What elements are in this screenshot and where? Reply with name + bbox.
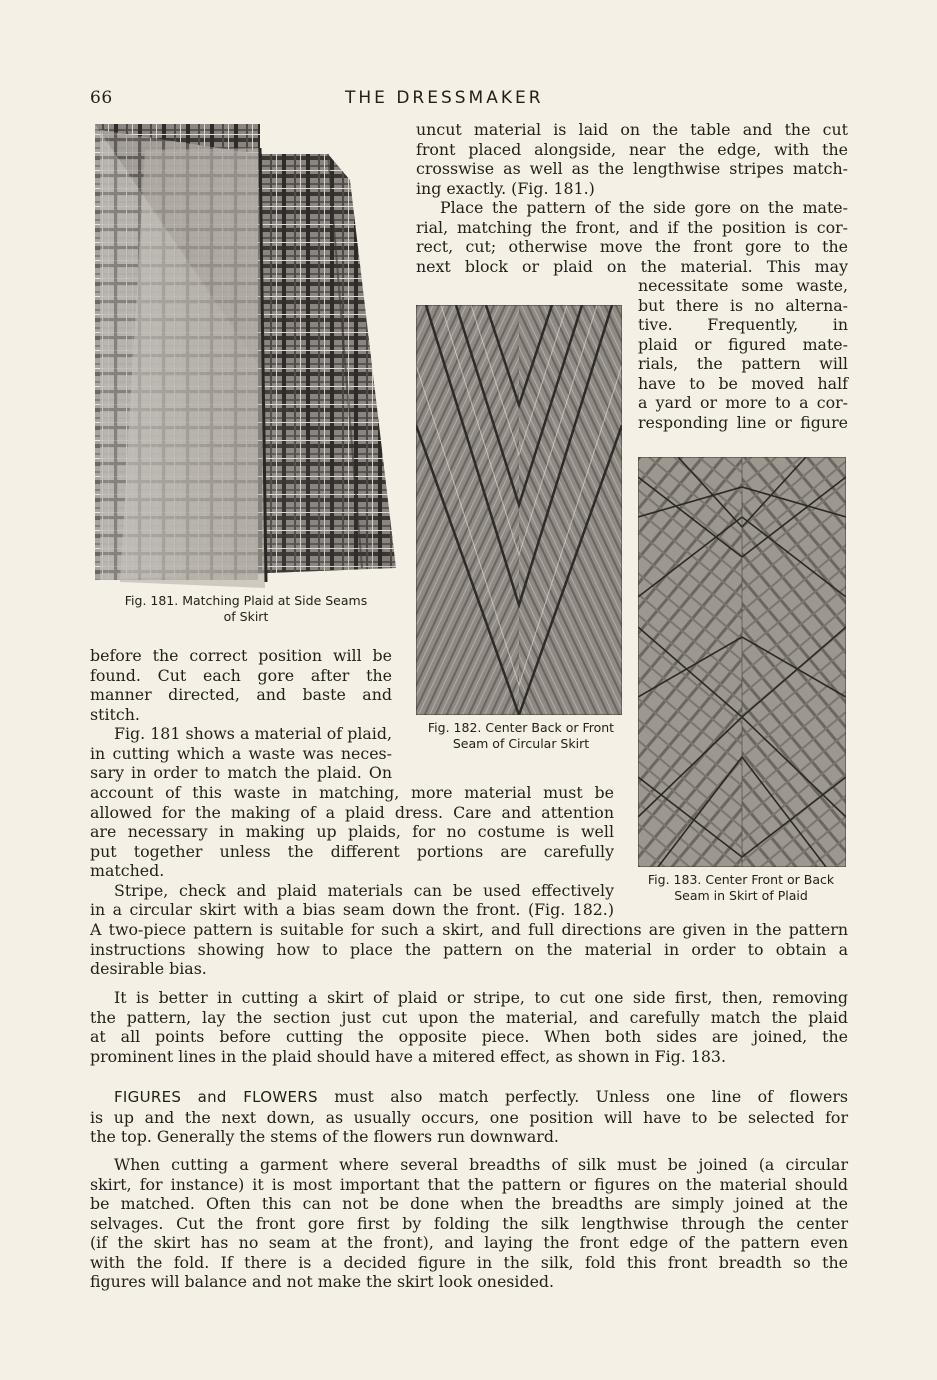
text-line: It is better in cutting a skirt of plaid or stripe, to cut one side first, then, removing (114, 988, 848, 1007)
figure-182-caption (410, 720, 632, 752)
text-line: matched. (90, 861, 165, 880)
text-line: in a circular skirt with a bias seam down the front. (Fig. 182.) (90, 900, 614, 919)
text-line: a yard or more to a cor- (638, 393, 848, 412)
paragraph-better-cutting (90, 988, 848, 1066)
figure-181-plaid-skirt-photo (90, 120, 402, 588)
text-line: manner directed, and baste and (90, 685, 392, 704)
text-block-wide-mid (90, 783, 614, 920)
text-line: plaid or figured mate- (638, 334, 848, 354)
text-line: Fig. 181 shows a material of plaid, (114, 724, 392, 743)
text-line: figures will balance and not make the skirt look onesided. (90, 1272, 555, 1291)
text-line: instructions showing how to place the pattern on the material in order to obtain a (90, 939, 848, 959)
caption-line: of Skirt (223, 609, 269, 624)
text-line: selvages. Cut the front gore first by folding the silk lengthwise through the center (90, 1213, 848, 1233)
text-line: rials, the pattern will (638, 354, 848, 373)
running-title: THE DRESSMAKER (345, 88, 544, 108)
text-line: stitch. (90, 704, 140, 724)
text-line: skirt, for instance) it is most important that the pattern or figures on the material should (90, 1174, 848, 1194)
text-run: must also match perfectly. Unless one line of flowers (317, 1087, 848, 1106)
text-line: have to be moved half (638, 373, 848, 393)
caption-line: Fig. 181. Matching Plaid at Side Seams (124, 593, 368, 608)
paragraph-figures-flowers (90, 1087, 848, 1147)
text-line: but there is no alterna- (638, 295, 848, 315)
text-block-narrow (638, 276, 848, 432)
text-line: rect, cut; otherwise move the front gore to the (416, 237, 848, 256)
text-line: ing exactly. (Fig. 181.) (416, 178, 595, 198)
paragraph-silk-breadths (90, 1155, 848, 1292)
text-block-right-top (416, 120, 848, 276)
text-line: be matched. Often this can not be done when the breadths are simply joined at the (90, 1194, 848, 1213)
figure-183-caption (630, 872, 852, 904)
text-block-left-mid (90, 646, 392, 783)
text-line: Stripe, check and plaid materials can be used effectively (114, 880, 614, 900)
text-line: When cutting a garment where several breadths of silk must be joined (a circular (114, 1155, 848, 1174)
text-line: at all points before cutting the opposite piece. When both sides are joined, the (90, 1027, 848, 1046)
page-number: 66 (90, 88, 113, 108)
figure-181-caption (96, 593, 396, 625)
caption-line: Seam of Circular Skirt (452, 736, 590, 751)
figure-182-chevron-seam-photo (416, 305, 622, 715)
caption-line: Fig. 182. Center Back or Front (427, 720, 615, 735)
text-line: rial, matching the front, and if the position is cor- (416, 217, 848, 237)
caption-line: Seam in Skirt of Plaid (674, 888, 808, 903)
text-line: tive. Frequently, in (638, 315, 848, 334)
text-line: the pattern, lay the section just cut upon the material, and carefully match the plaid (90, 1007, 848, 1027)
text-line: the top. Generally the stems of the flowers run downward. (90, 1127, 559, 1146)
paragraph-two-piece (90, 920, 848, 979)
text-line: desirable bias. (90, 959, 207, 978)
text-line: account of this waste in matching, more material must be (90, 783, 614, 802)
text-line: put together unless the different portions are carefully (90, 841, 614, 861)
text-line: before the correct position will be (90, 646, 392, 665)
text-line: prominent lines in the plaid should have a mitered effect, as shown in Fig. 183. (90, 1046, 726, 1066)
text-line: Place the pattern of the side gore on the mate- (440, 198, 848, 217)
text-line: with the fold. If there is a decided figure in the silk, fold this front breadth so the (90, 1252, 848, 1272)
text-line: crosswise as well as the lengthwise stripes match- (416, 159, 848, 178)
text-line: necessitate some waste, (638, 276, 848, 295)
text-line: sary in order to match the plaid. On (90, 763, 392, 782)
figure-183-mitered-plaid-photo (638, 457, 846, 867)
text-line: next block or plaid on the material. This may (416, 256, 848, 276)
text-line (90, 1087, 848, 1108)
text-line: responding line or figure (638, 412, 848, 432)
text-line: found. Cut each gore after the (90, 665, 392, 685)
text-line: are necessary in making up plaids, for no costume is well (90, 822, 614, 841)
section-lead: FIGURES and FLOWERS (114, 1088, 318, 1106)
text-line: in cutting which a waste was neces- (90, 743, 392, 763)
text-line: A two-piece pattern is suitable for such a skirt, and full directions are given in the pattern (90, 920, 848, 939)
caption-line: Fig. 183. Center Front or Back (647, 872, 835, 887)
text-line: is up and the next down, as usually occurs, one position will have to be selected for (90, 1107, 848, 1127)
text-line: allowed for the making of a plaid dress. Care and attention (90, 802, 614, 822)
text-line: (if the skirt has no seam at the front), and laying the front edge of the pattern even (90, 1233, 848, 1252)
text-line: uncut material is laid on the table and the cut (416, 120, 848, 139)
text-line: front placed alongside, near the edge, with the (416, 139, 848, 159)
